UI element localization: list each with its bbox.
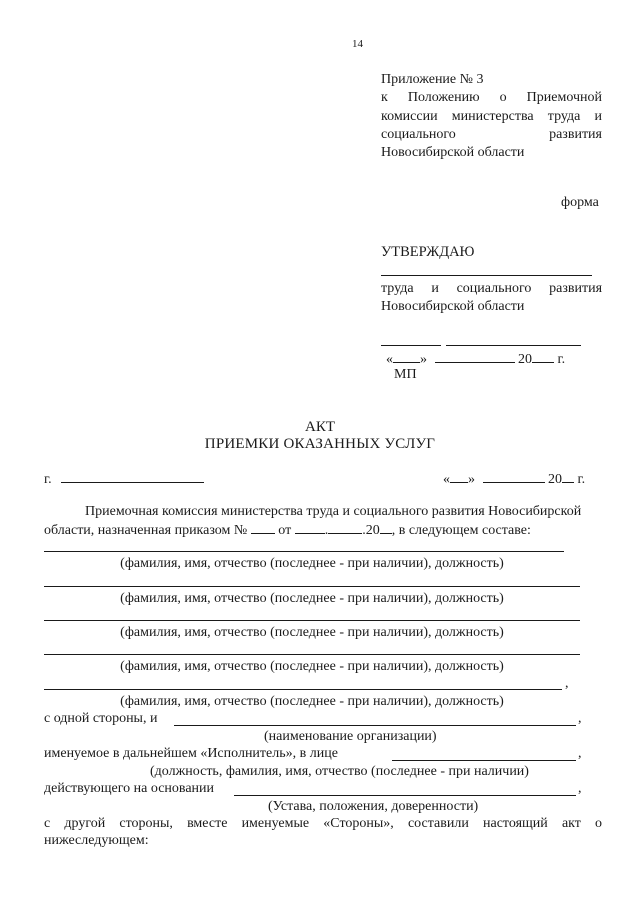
member-caption-3: (фамилия, имя, отчество (последнее - при наличии), должность) — [120, 625, 504, 640]
representative-comma: , — [578, 746, 582, 761]
one-side-label: с одной стороны, и — [44, 711, 158, 726]
representative-caption: (должность, фамилия, имя, отчество (последнее - при наличии) — [150, 764, 529, 779]
name-blank — [446, 345, 581, 346]
member-line-5-comma: , — [565, 676, 569, 691]
approve-ministry-line-2: Новосибирской области — [381, 299, 525, 314]
annex-title: Приложение № 3 — [381, 72, 484, 87]
named-as-label: именуемое в дальнейшем «Исполнитель», в лице — [44, 746, 338, 761]
organization-comma: , — [578, 711, 582, 726]
annex-line-2: к Положению о Приемочной — [381, 90, 603, 105]
basis-comma: , — [578, 781, 582, 796]
member-line-3 — [44, 620, 580, 621]
annex-line-5: Новосибирской области — [381, 145, 525, 160]
member-caption-5: (фамилия, имя, отчество (последнее - при наличии), должность) — [120, 694, 504, 709]
intro-line-1: Приемочная комиссия министерства труда и социального развития Новосибирской — [85, 504, 582, 519]
doc-title-line-1: АКТ — [305, 419, 335, 435]
member-caption-1: (фамилия, имя, отчество (последнее - при наличии), должность) — [120, 556, 504, 571]
approve-date: « » 20 г. — [386, 352, 566, 367]
act-date: « » 20 г. — [443, 472, 586, 487]
member-caption-2: (фамилия, имя, отчество (последнее - при наличии), должность) — [120, 591, 504, 606]
approve-ministry-line-1: труда и социального развития — [381, 281, 603, 296]
member-line-2 — [44, 586, 580, 587]
closing-line-1: с другой стороны, вместе именуемые «Стороны», составили настоящий акт о — [44, 816, 603, 831]
form-label: форма — [561, 195, 599, 210]
member-line-5 — [44, 689, 562, 690]
member-line-1 — [44, 551, 564, 552]
seal-label: МП — [394, 367, 417, 382]
member-line-4 — [44, 654, 580, 655]
annex-line-3: комиссии министерства труда и — [381, 109, 603, 124]
intro-line-2: области, назначенная приказом № от . .20 , в следующем составе: — [44, 523, 531, 538]
approver-signature-line — [381, 275, 592, 276]
page-number: 14 — [352, 38, 363, 50]
organization-caption: (наименование организации) — [264, 729, 437, 744]
representative-line — [392, 760, 576, 761]
organization-line — [174, 725, 576, 726]
member-caption-4: (фамилия, имя, отчество (последнее - при наличии), должность) — [120, 659, 504, 674]
place-field: г. — [44, 470, 204, 488]
signature-blank — [381, 345, 441, 346]
closing-line-2: нижеследующем: — [44, 833, 149, 848]
basis-label: действующего на основании — [44, 781, 215, 796]
annex-line-4: социального развития — [381, 127, 602, 142]
approve-title: УТВЕРЖДАЮ — [381, 244, 475, 260]
basis-caption: (Устава, положения, доверенности) — [268, 799, 479, 814]
doc-title-line-2: ПРИЕМКИ ОКАЗАННЫХ УСЛУГ — [204, 436, 436, 452]
basis-line — [234, 795, 576, 796]
